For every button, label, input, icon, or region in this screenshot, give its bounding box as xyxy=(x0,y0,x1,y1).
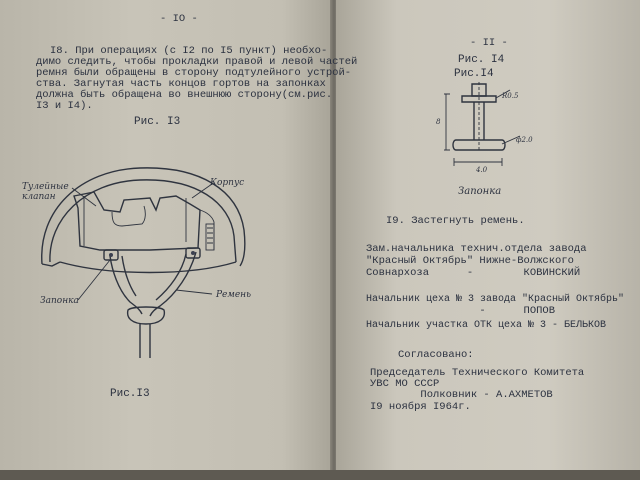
sign-line: Полковник - А.АХМЕТОВ xyxy=(370,389,553,401)
sign-line: Председатель Технического Комитета xyxy=(370,367,585,379)
sign-line: Зам.начальника технич.отдела завода xyxy=(366,243,587,255)
sign-line: I9 ноября I964г. xyxy=(370,401,471,413)
sign-line: Начальник участка ОТК цеха № 3 - БЕЛЬКОВ xyxy=(366,320,607,331)
sign-line: Согласовано: xyxy=(398,349,474,361)
dim-top: R0.5 xyxy=(502,92,519,100)
dim-right: ф2.0 xyxy=(516,136,533,144)
sign-line: - ПОПОВ xyxy=(366,305,556,317)
paragraph-line: I8. При операциях (с I2 по I5 пункт) необхо- xyxy=(50,45,328,57)
figure-14-title: Рис. I4 xyxy=(458,54,505,66)
table-edge xyxy=(0,470,640,480)
label-clasp: Запонка xyxy=(40,296,79,306)
left-page-number: - IO - xyxy=(160,13,198,25)
paragraph-line: ремня были обращены в сторону подтулейного устрой- xyxy=(36,67,352,79)
paragraph-line: димо следить, чтобы прокладки правой и левой частей xyxy=(36,56,358,68)
step-19: I9. Застегнуть ремень. xyxy=(386,215,525,227)
clasp-diagram xyxy=(436,80,546,180)
sign-line: "Красный Октябрь" Нижне-Волжского xyxy=(366,255,574,267)
figure-14-subtitle: Рис.I4 xyxy=(454,68,494,80)
paragraph-line: должна быть обращена во внешнюю сторону(см.рис. xyxy=(36,89,333,101)
figure-13-caption: Рис.I3 xyxy=(110,388,150,400)
label-tulle-flaps: Тулейные клапан xyxy=(22,182,69,202)
figure-14-caption: Запонка xyxy=(458,186,502,197)
dim-width: 4.0 xyxy=(476,166,488,174)
label-strap: Ремень xyxy=(216,290,251,300)
label-shell: Корпус xyxy=(210,178,245,188)
paragraph-line: I3 и I4). xyxy=(36,100,93,112)
right-page-number: - II - xyxy=(470,37,508,49)
dim-left: 8 xyxy=(436,118,441,126)
paragraph-line: ства. Загнутая часть концов гортов на запонках xyxy=(36,78,326,90)
sign-line: Начальник цеха № 3 завода "Красный Октябрь" xyxy=(366,294,625,305)
figure-13-title: Рис. I3 xyxy=(134,116,181,128)
sign-line: УВС МО СССР xyxy=(370,378,440,390)
sign-line: Совнархоза - КОВИНСКИЙ xyxy=(366,267,581,279)
